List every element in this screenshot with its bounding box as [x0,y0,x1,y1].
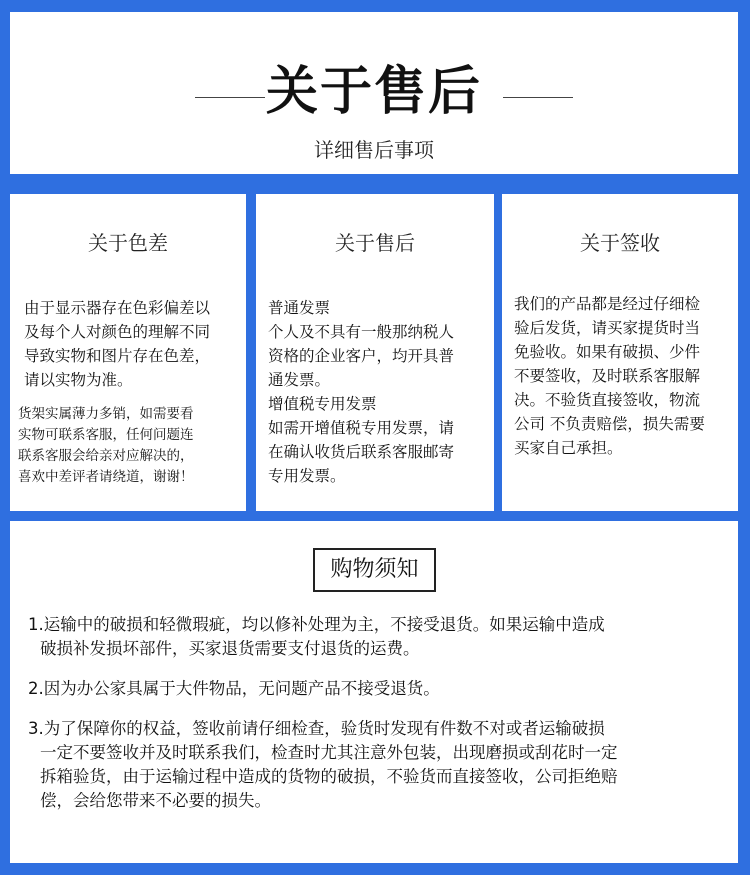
text-line: 喜欢中差评者请绕道，谢谢！ [18,469,194,485]
text-line: 个人及不具有一般那纳税人 [268,323,455,341]
text-line: 如需开增值税专用发票，请 [268,419,455,437]
text-line: 偿，会给您带来不必要的损失。 [40,791,271,810]
receipt-card [502,194,738,511]
page-subtitle: 详细售后事项 [314,138,434,162]
invoice-text [268,296,454,488]
receipt-text [514,292,705,460]
text-line: 验后发货，请买家提货时当 [514,319,701,337]
text-line: 买家自己承担。 [514,439,623,457]
color-difference-title: 关于色差 [88,231,168,255]
shopping-notice-list [28,613,728,829]
text-line: 通发票。 [268,371,331,389]
notice-item-3 [28,717,728,813]
text-line: 导致实物和图片存在色差， [24,347,211,365]
text-line: 破损补发损坏部件，买家退货需要支付退货的运费。 [40,639,420,658]
text-line: 由于显示器存在色彩偏差以 [24,299,211,317]
contact-service-text [18,404,194,488]
aftersale-title: 关于售后 [335,231,415,255]
header-panel [10,12,738,174]
shopping-notice-title: 购物须知 [313,548,436,592]
text-line: 专用发票。 [268,467,346,485]
text-line: 一定不要签收并及时联系我们，检查时尤其注意外包装，出现磨损或刮花时一定 [40,743,618,762]
aftersale-card [256,194,494,511]
text-line: 资格的企业客户，均开具普 [268,347,455,365]
text-line: 我们的产品都是经过仔细检 [514,295,701,313]
notice-item-2 [28,677,728,701]
text-line: 拆箱验货，由于运输过程中造成的货物的破损，不验货而直接签收，公司拒绝赔 [40,767,618,786]
text-line: 公司 不负责赔偿，损失需要 [514,415,705,433]
receipt-title: 关于签收 [580,231,660,255]
text-line: 货架实属薄力多销，如需要看 [18,406,194,422]
color-difference-card [10,194,246,511]
text-line: 2.因为办公家具属于大件物品，无问题产品不接受退货。 [28,679,440,698]
text-line: 免验收。如果有破损、少件 [514,343,701,361]
color-difference-text [24,296,210,392]
text-line: 决。不验货直接签收，物流 [514,391,701,409]
text-line: 实物可联系客服，任何问题连 [18,427,194,443]
text-line: 普通发票 [268,299,331,317]
text-line: 联系客服会给亲对应解决的， [18,448,194,464]
text-line: 请以实物为准。 [24,371,133,389]
text-line: 不要签收，及时联系客服解 [514,367,701,385]
text-line: 在确认收货后联系客服邮寄 [268,443,455,461]
title-rule-right [503,97,573,98]
text-line: 及每个人对颜色的理解不同 [24,323,211,341]
text-line: 3.为了保障你的权益，签收前请仔细检查，验货时发现有件数不对或者运输破损 [28,719,605,738]
page-title: 关于售后 [265,62,482,122]
text-line: 增值税专用发票 [268,395,377,413]
notice-item-1 [28,613,728,661]
shopping-notice-panel [10,521,738,863]
text-line: 1.运输中的破损和轻微瑕疵，均以修补处理为主，不接受退货。如果运输中造成 [28,615,605,634]
